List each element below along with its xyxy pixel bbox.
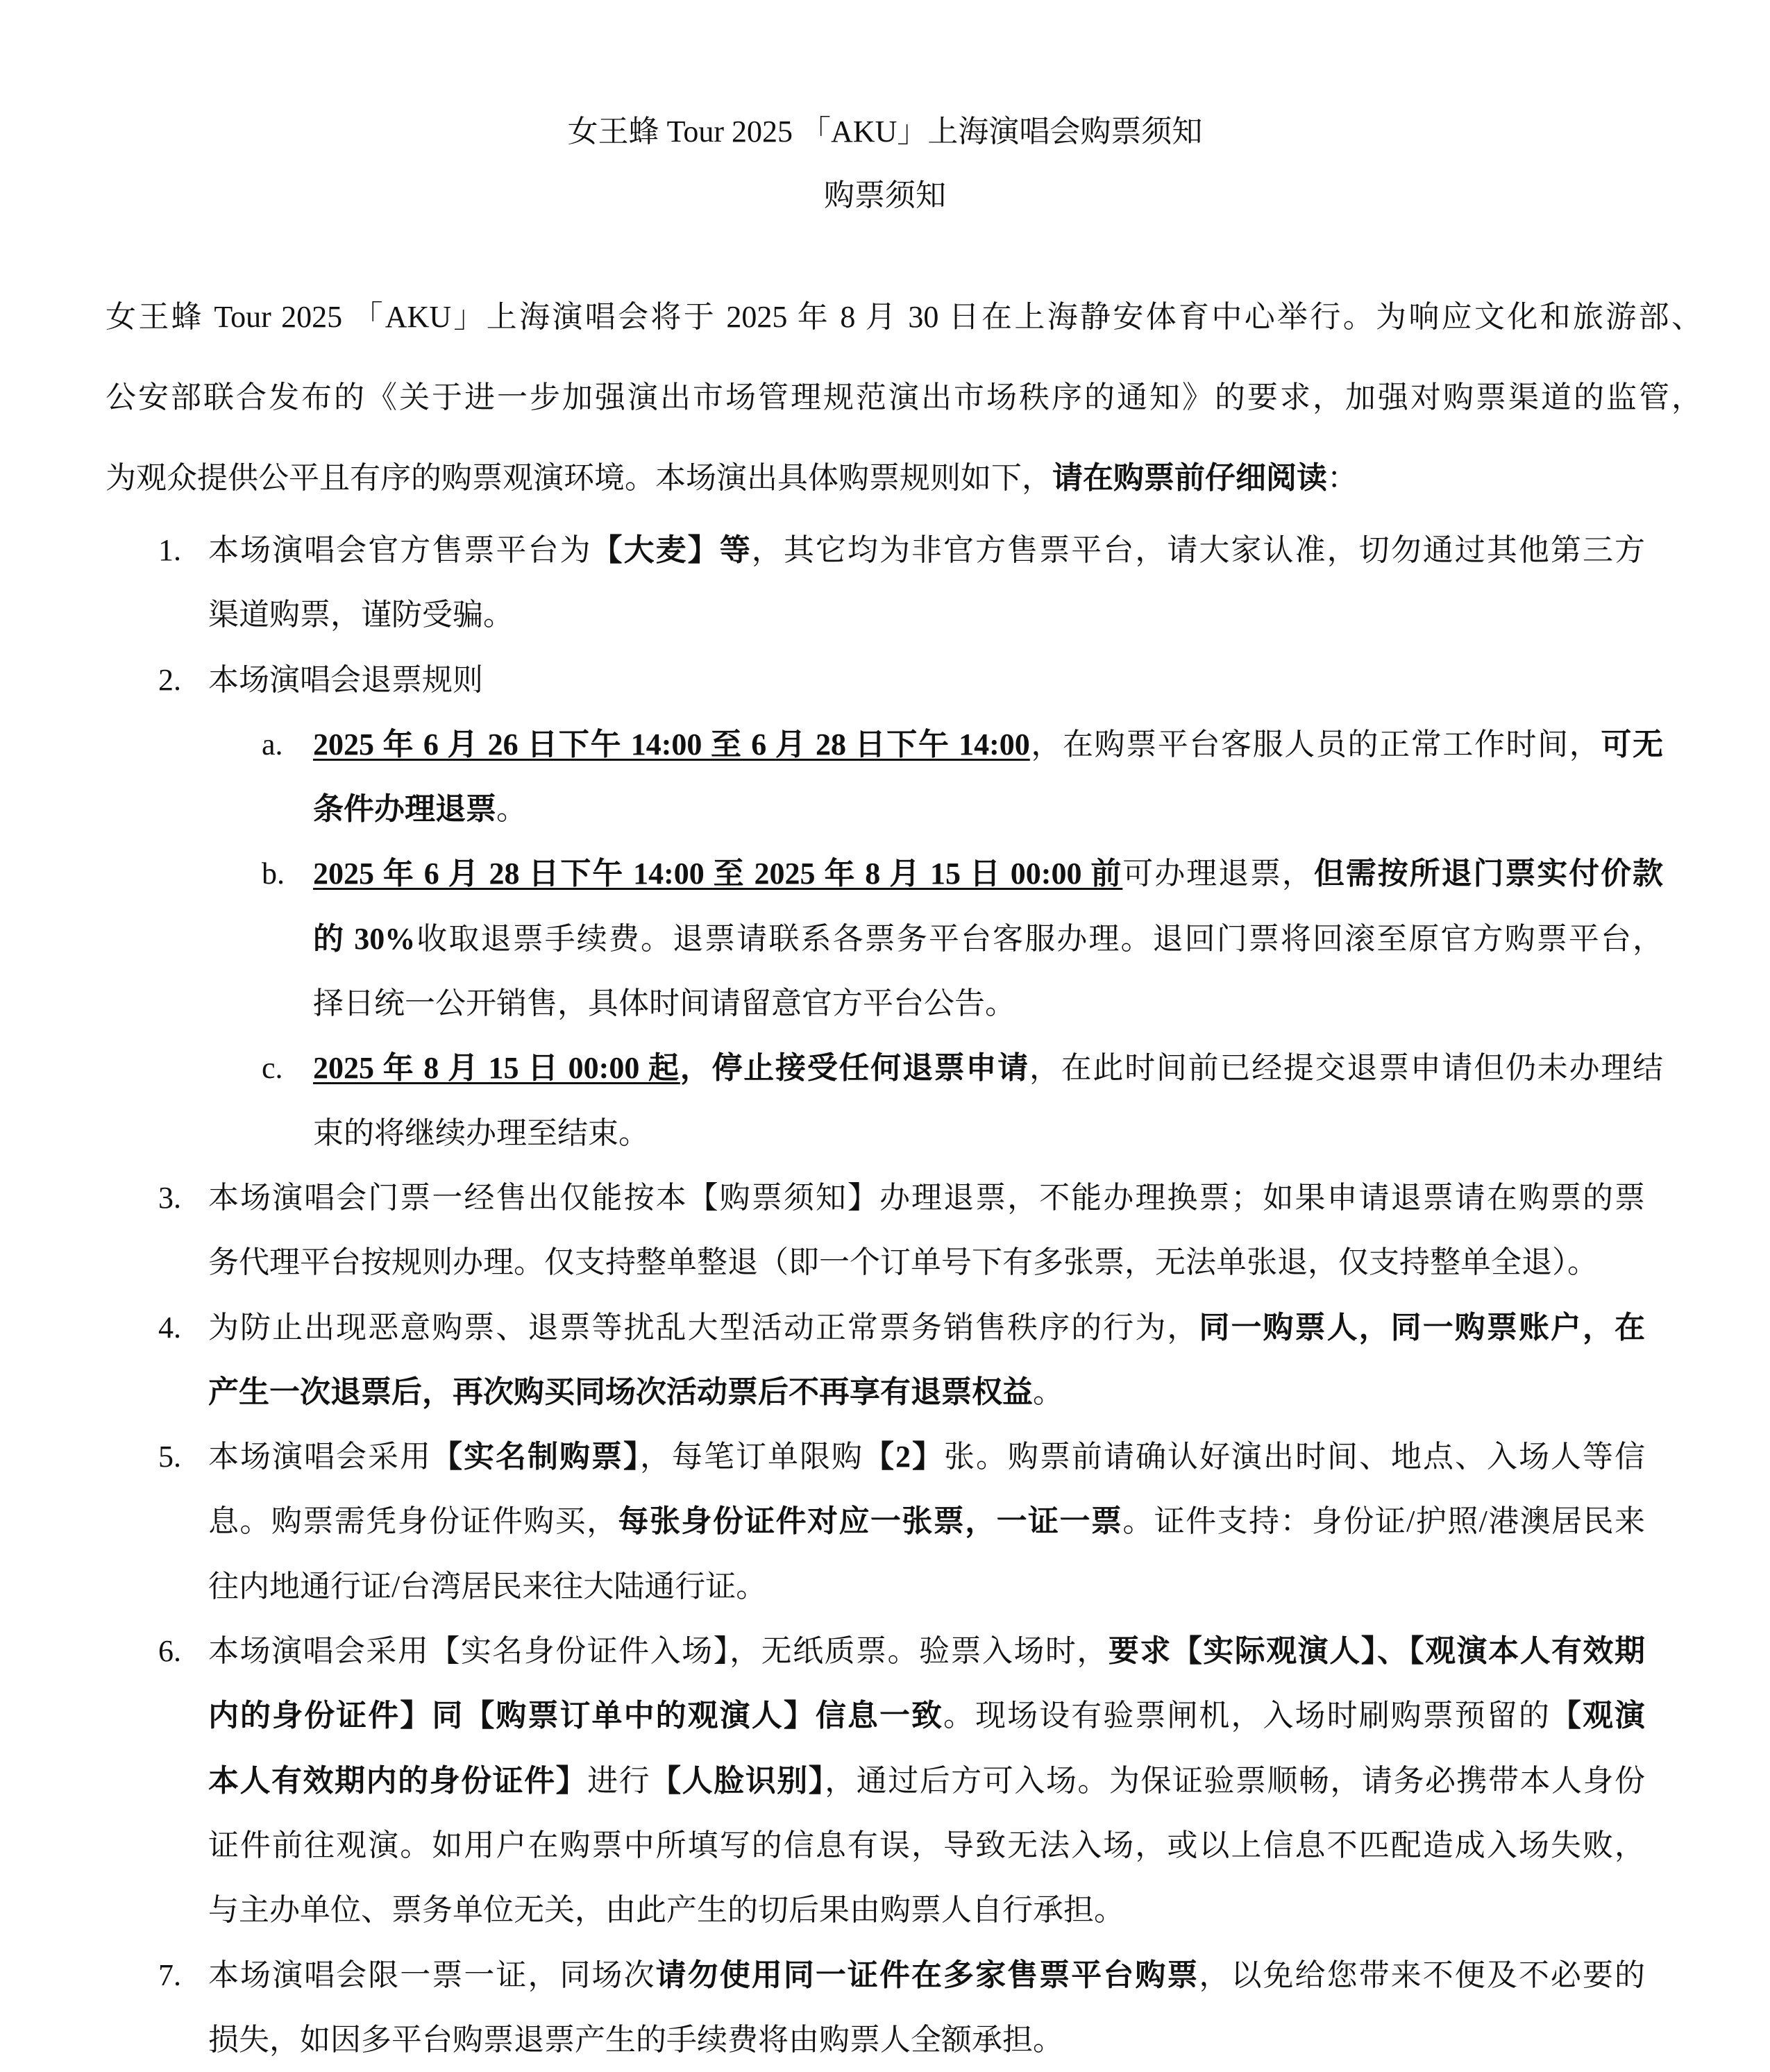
list-marker: 6.: [158, 1634, 181, 1669]
text-line: [313, 907, 1663, 971]
text-line: [208, 1489, 1645, 1553]
text-run: 往内地通行证/台湾居民来往大陆通行证。: [208, 1569, 767, 1603]
list-item: [0, 518, 1770, 648]
text-run: 进行: [587, 1763, 651, 1798]
text-line: [208, 2007, 1645, 2072]
text-line: [106, 277, 1702, 357]
list-item: [0, 1295, 1770, 1425]
text-run: 损失，如因多平台购票退票产生的手续费将由购票人全额承担。: [208, 2022, 1063, 2057]
text-run: 。现场设有验票闸机，入场时刷购票预留的: [943, 1699, 1551, 1733]
text-run: 。: [496, 792, 527, 827]
text-line: [208, 1683, 1645, 1748]
list-item: [0, 1165, 1770, 1295]
list-item-body: [208, 1165, 1645, 1295]
text-run: 公安部联合发布的《关于进一步加强演出市场管理规范演出市场秩序的通知》的要求，加强对购票渠道的监管，: [106, 380, 1702, 414]
list-item: [0, 1943, 1770, 2072]
text-run: 息。购票需凭身份证件购买，: [208, 1504, 618, 1539]
text-line: [106, 438, 1702, 519]
text-line: [208, 1165, 1645, 1230]
sub-list-item: [0, 1036, 1770, 1165]
text-run: 为观众提供公平且有序的购票观演环境。本场演出具体购票规则如下，: [106, 461, 1052, 495]
text-run: 为防止出现恶意购票、退票等扰乱大型活动正常票务销售秩序的行为，: [208, 1310, 1199, 1345]
bold-text: 产生一次退票后，再次购买同场次活动票后不再享有退票权益: [208, 1374, 1033, 1409]
text-line: [106, 357, 1702, 438]
bold-text: 但需按所退门票实付价款: [1313, 857, 1663, 891]
list-marker: 3.: [158, 1180, 181, 1215]
text-line: [313, 777, 1663, 841]
bold-text: 的 30%: [313, 921, 416, 956]
text-run: 本场演唱会门票一经售出仅能按本【购票须知】办理退票，不能办理换票；如果申请退票请在购票的票: [208, 1180, 1645, 1215]
bold-text: 条件办理退票: [313, 792, 496, 827]
text-line: [208, 1424, 1645, 1489]
text-run: 束的将继续办理至结束。: [313, 1115, 649, 1150]
text-run: ，通过后方可入场。为保证验票顺畅，请务必携带本人身份: [825, 1763, 1645, 1798]
list-marker: 1.: [158, 533, 181, 567]
sub-list-item: [0, 712, 1770, 842]
text-line: [313, 712, 1663, 777]
list-item-body: [208, 1619, 1645, 1942]
underlined-date-text: 2025 年 6 月 28 日下午 14:00 至 2025 年 8 月 15 日 00:00 前: [313, 857, 1123, 891]
rules-list: [0, 518, 1770, 2072]
bold-text: 【大麦】等: [591, 533, 752, 567]
list-marker: c.: [262, 1051, 283, 1086]
text-line: [208, 518, 1645, 582]
text-line: [313, 971, 1663, 1036]
text-line: [208, 1943, 1645, 2007]
document-title: 女王蜂 Tour 2025 「AKU」上海演唱会购票须知: [567, 115, 1203, 149]
text-run: 。证件支持：身份证/护照/港澳居民来: [1122, 1504, 1645, 1539]
bold-text: 【实名制购票】: [432, 1440, 640, 1474]
text-run: 本场演唱会采用: [208, 1440, 432, 1474]
text-run: 证件前往观演。如用户在购票中所填写的信息有误，导致无法入场，或以上信息不匹配造成入场失败，: [208, 1828, 1645, 1862]
text-run: 与主办单位、票务单位无关，由此产生的切后果由购票人自行承担。: [208, 1893, 1124, 1928]
text-line: [208, 1360, 1645, 1424]
text-line: [208, 1749, 1645, 1813]
text-run: 。: [1033, 1374, 1063, 1409]
text-line: [208, 1295, 1645, 1360]
text-run: 渠道购票，谨防受骗。: [208, 598, 514, 632]
text-line: [208, 648, 1645, 712]
text-run: ，在此时间前已经提交退票申请但仍未办理结: [1029, 1051, 1663, 1086]
bold-text: 【观演: [1550, 1699, 1645, 1733]
bold-text: 要求【实际观演人】、【观演本人有效期: [1108, 1634, 1645, 1669]
list-item-body: [208, 1943, 1645, 2072]
list-item-body: [208, 1424, 1645, 1619]
underlined-date-text: 2025 年 8 月 15 日 00:00 起: [313, 1051, 680, 1086]
list-marker: 4.: [158, 1310, 181, 1345]
bold-text: 可无: [1601, 727, 1663, 761]
list-marker: b.: [262, 857, 285, 891]
text-line: [208, 582, 1645, 647]
list-marker: 7.: [158, 1957, 181, 1992]
text-run: 女王蜂 Tour 2025 「AKU」上海演唱会将于 2025 年 8 月 30 日在上海静安体育中心举行。为响应文化和旅游部、: [106, 300, 1702, 334]
bold-text: ，停止接受任何退票申请: [680, 1051, 1029, 1086]
list-item: [0, 1619, 1770, 1942]
underlined-date-text: 2025 年 6 月 26 日下午 14:00 至 6 月 28 日下午 14:00: [313, 727, 1030, 761]
bold-text: 本人有效期内的身份证件】: [208, 1763, 588, 1798]
text-line: [208, 1878, 1645, 1942]
text-run: ，每笔订单限购: [640, 1440, 863, 1474]
text-run: 本场演唱会官方售票平台为: [208, 533, 592, 567]
text-line: [208, 1230, 1645, 1295]
text-run: 择日统一公开销售，具体时间请留意官方平台公告。: [313, 986, 1015, 1021]
text-run: ：: [1327, 461, 1358, 495]
bold-text: 【人脸识别】: [650, 1763, 825, 1798]
text-run: ，以免给您带来不便及不必要的: [1199, 1957, 1645, 1992]
text-run: ，其它均为非官方售票平台，请大家认准，切勿通过其他第三方: [751, 533, 1645, 567]
list-item-body: [313, 712, 1663, 842]
bold-text: 同一购票人，同一购票账户，在: [1199, 1310, 1645, 1345]
list-marker: a.: [262, 727, 283, 761]
text-run: 本场演唱会采用【实名身份证件入场】，无纸质票。验票入场时，: [208, 1634, 1109, 1669]
list-item: [0, 1424, 1770, 1619]
list-marker: 5.: [158, 1440, 181, 1474]
list-item-body: [208, 1295, 1645, 1425]
text-run: 可办理退票，: [1122, 857, 1314, 891]
bold-text: 【2】: [863, 1440, 944, 1474]
list-marker: 2.: [158, 662, 181, 697]
bold-text: 每张身份证件对应一张票，一证一票: [618, 1504, 1123, 1539]
list-item: [0, 648, 1770, 712]
text-run: 收取退票手续费。退票请联系各票务平台客服办理。退回门票将回滚至原官方购票平台，: [415, 921, 1663, 956]
document-subtitle: 购票须知: [824, 178, 946, 212]
text-run: 本场演唱会限一票一证，同场次: [208, 1957, 656, 1992]
text-run: 本场演唱会退票规则: [208, 662, 483, 697]
bold-text: 请勿使用同一证件在多家售票平台购票: [655, 1957, 1199, 1992]
list-item-body: [208, 518, 1645, 648]
bold-text: 请在购票前仔细阅读: [1052, 461, 1327, 495]
intro-paragraph: [106, 277, 1702, 519]
text-run: 务代理平台按规则办理。仅支持整单整退（即一个订单号下有多张票，无法单张退，仅支持整单全退）。: [208, 1245, 1598, 1280]
list-item-body: [313, 1036, 1663, 1165]
text-run: ，在购票平台客服人员的正常工作时间，: [1029, 727, 1601, 761]
text-line: [313, 1101, 1663, 1165]
text-line: [208, 1554, 1645, 1619]
list-item-body: [208, 648, 1645, 712]
text-line: [208, 1619, 1645, 1683]
text-line: [313, 841, 1663, 906]
text-line: [208, 1813, 1645, 1878]
bold-text: 内的身份证件】同【购票订单中的观演人】信息一致: [208, 1699, 944, 1733]
sub-list-item: [0, 841, 1770, 1036]
text-run: 张。购票前请确认好演出时间、地点、入场人等信: [944, 1440, 1645, 1474]
text-line: [313, 1036, 1663, 1100]
list-item-body: [313, 841, 1663, 1036]
